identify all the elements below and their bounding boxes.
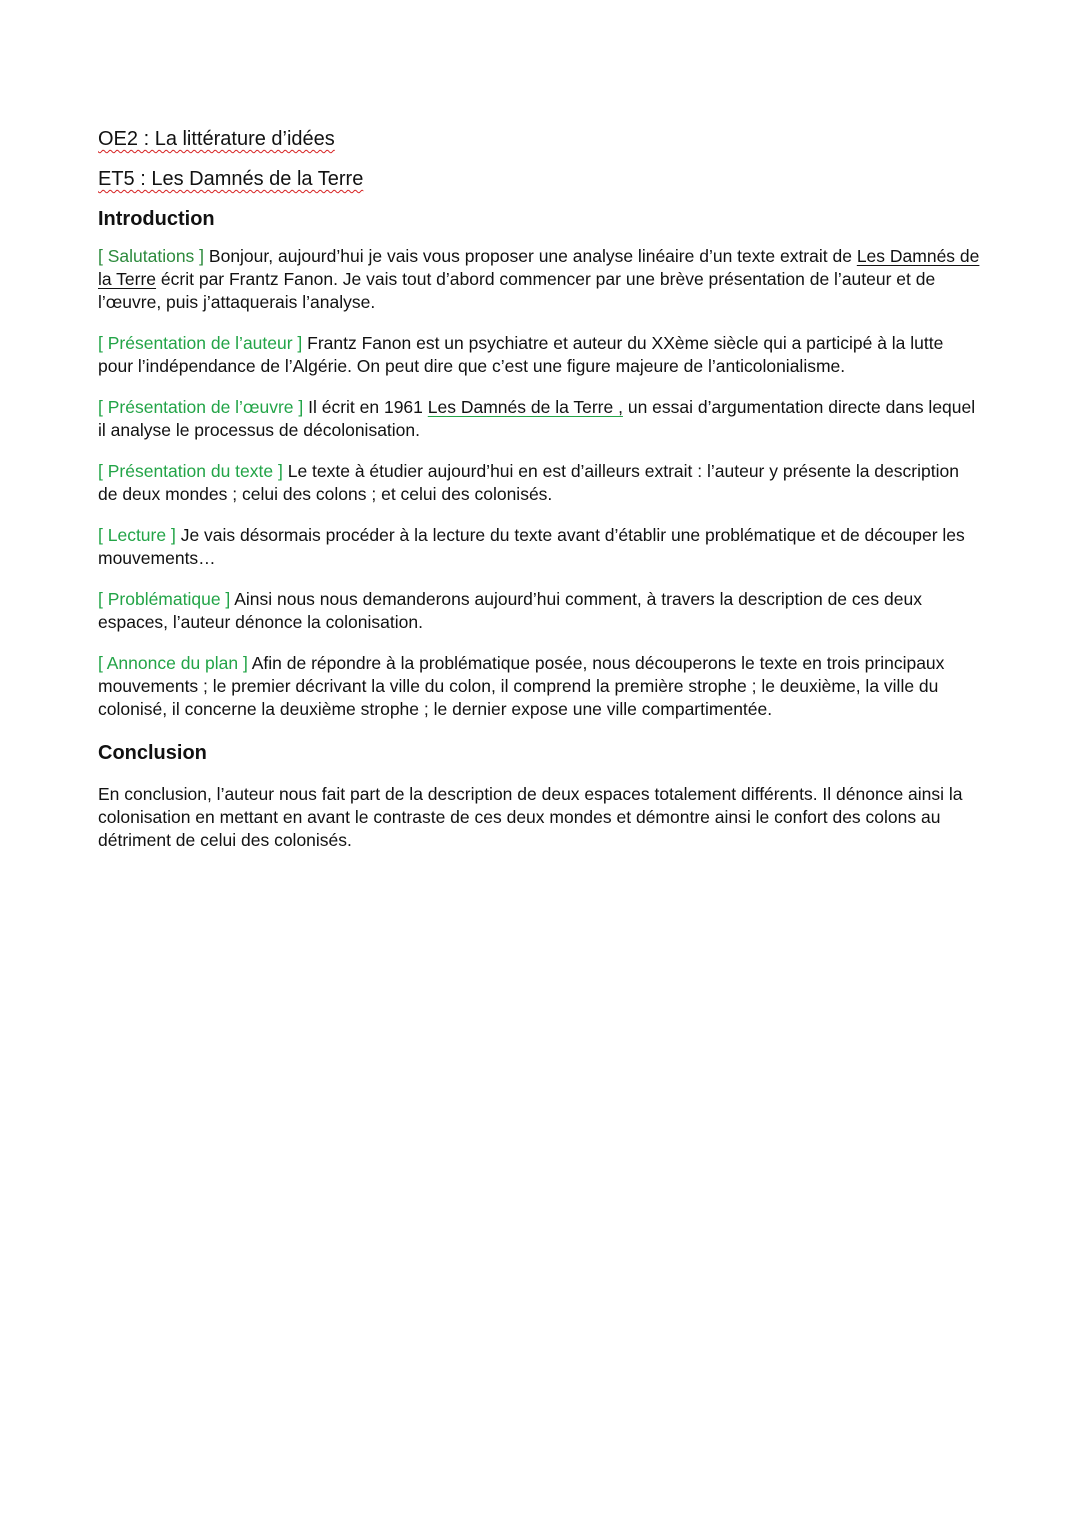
- paragraph-text: un essai d’argumentation directe dans lequel il analyse le processus de décolonisation.: [98, 397, 976, 440]
- tag-salutations: [ Salutations ]: [98, 246, 205, 266]
- paragraph-texte: [98, 460, 980, 506]
- book-title: Les Damnés de la Terre: [98, 246, 980, 289]
- paragraph-text: Bonjour, aujourd’hui je vais vous proposer une analyse linéaire d’un texte extrait de: [204, 246, 857, 266]
- paragraph-auteur: [98, 332, 980, 378]
- paragraph-text: Ainsi nous nous demanderons aujourd’hui comment, à travers la description de ces deux espaces, l’auteur dénonce la colonisation.: [98, 589, 922, 632]
- tag-annonce-plan: [ Annonce du plan ]: [98, 653, 248, 673]
- paragraph-text: Frantz Fanon est un psychiatre et auteur du XXème siècle qui a participé à la lutte pour l’indépendance de l’Algérie. On peut dire que c’est une figure majeure de l’anticolonialisme.: [98, 333, 944, 376]
- introduction-title: Introduction: [98, 208, 215, 230]
- oe-heading: [98, 127, 980, 151]
- tag-presentation-oeuvre: [ Présentation de l’œuvre ]: [98, 397, 304, 417]
- tag-lecture: [ Lecture ]: [98, 525, 176, 545]
- et-heading-text: ET5 : Les Damnés de la Terre: [98, 168, 364, 190]
- paragraph-plan: [98, 652, 980, 721]
- et-heading: [98, 167, 980, 191]
- oe-heading-text: OE2 : La littérature d’idées: [98, 128, 335, 150]
- paragraph-salutations: [98, 245, 980, 314]
- tag-problematique: [ Problématique ]: [98, 589, 231, 609]
- paragraph-text: Je vais désormais procéder à la lecture du texte avant d’établir une problématique et de découper les mouvements…: [98, 525, 965, 568]
- paragraph-lecture: [98, 524, 980, 570]
- paragraph-text: écrit par Frantz Fanon. Je vais tout d’abord commencer par une brève présentation de l’auteur et de l’œuvre, puis j’attaquerais l’analyse.: [98, 269, 936, 312]
- paragraph-text: Le texte à étudier aujourd’hui en est d’ailleurs extrait : l’auteur y présente la description de deux mondes ; celui des colons ; et celui des colonisés.: [98, 461, 959, 504]
- book-title: Les Damnés de la Terre ,: [427, 397, 623, 417]
- paragraph-text: Afin de répondre à la problématique posée, nous découperons le texte en trois principaux mouvements ; le premier décrivant la ville du colon, il comprend la première strophe ; le deuxième, la ville du colonisé, il concerne la deuxième strophe ; le dernier expose une ville compartimentée.: [98, 653, 945, 719]
- tag-presentation-texte: [ Présentation du texte ]: [98, 461, 283, 481]
- paragraph-text: Il écrit en 1961: [303, 397, 428, 417]
- paragraph-oeuvre: [98, 396, 980, 442]
- paragraph-problematique: [98, 588, 980, 634]
- paragraph-conclusion: En conclusion, l’auteur nous fait part de la description de deux espaces totalement différents. Il dénonce ainsi la colonisation en mettant en avant le contraste de ces deux mondes et démontre ainsi le confort des colons au détriment de celui des colonisés.: [98, 784, 963, 850]
- tag-presentation-auteur: [ Présentation de l’auteur ]: [98, 333, 303, 353]
- conclusion-title: Conclusion: [98, 742, 207, 764]
